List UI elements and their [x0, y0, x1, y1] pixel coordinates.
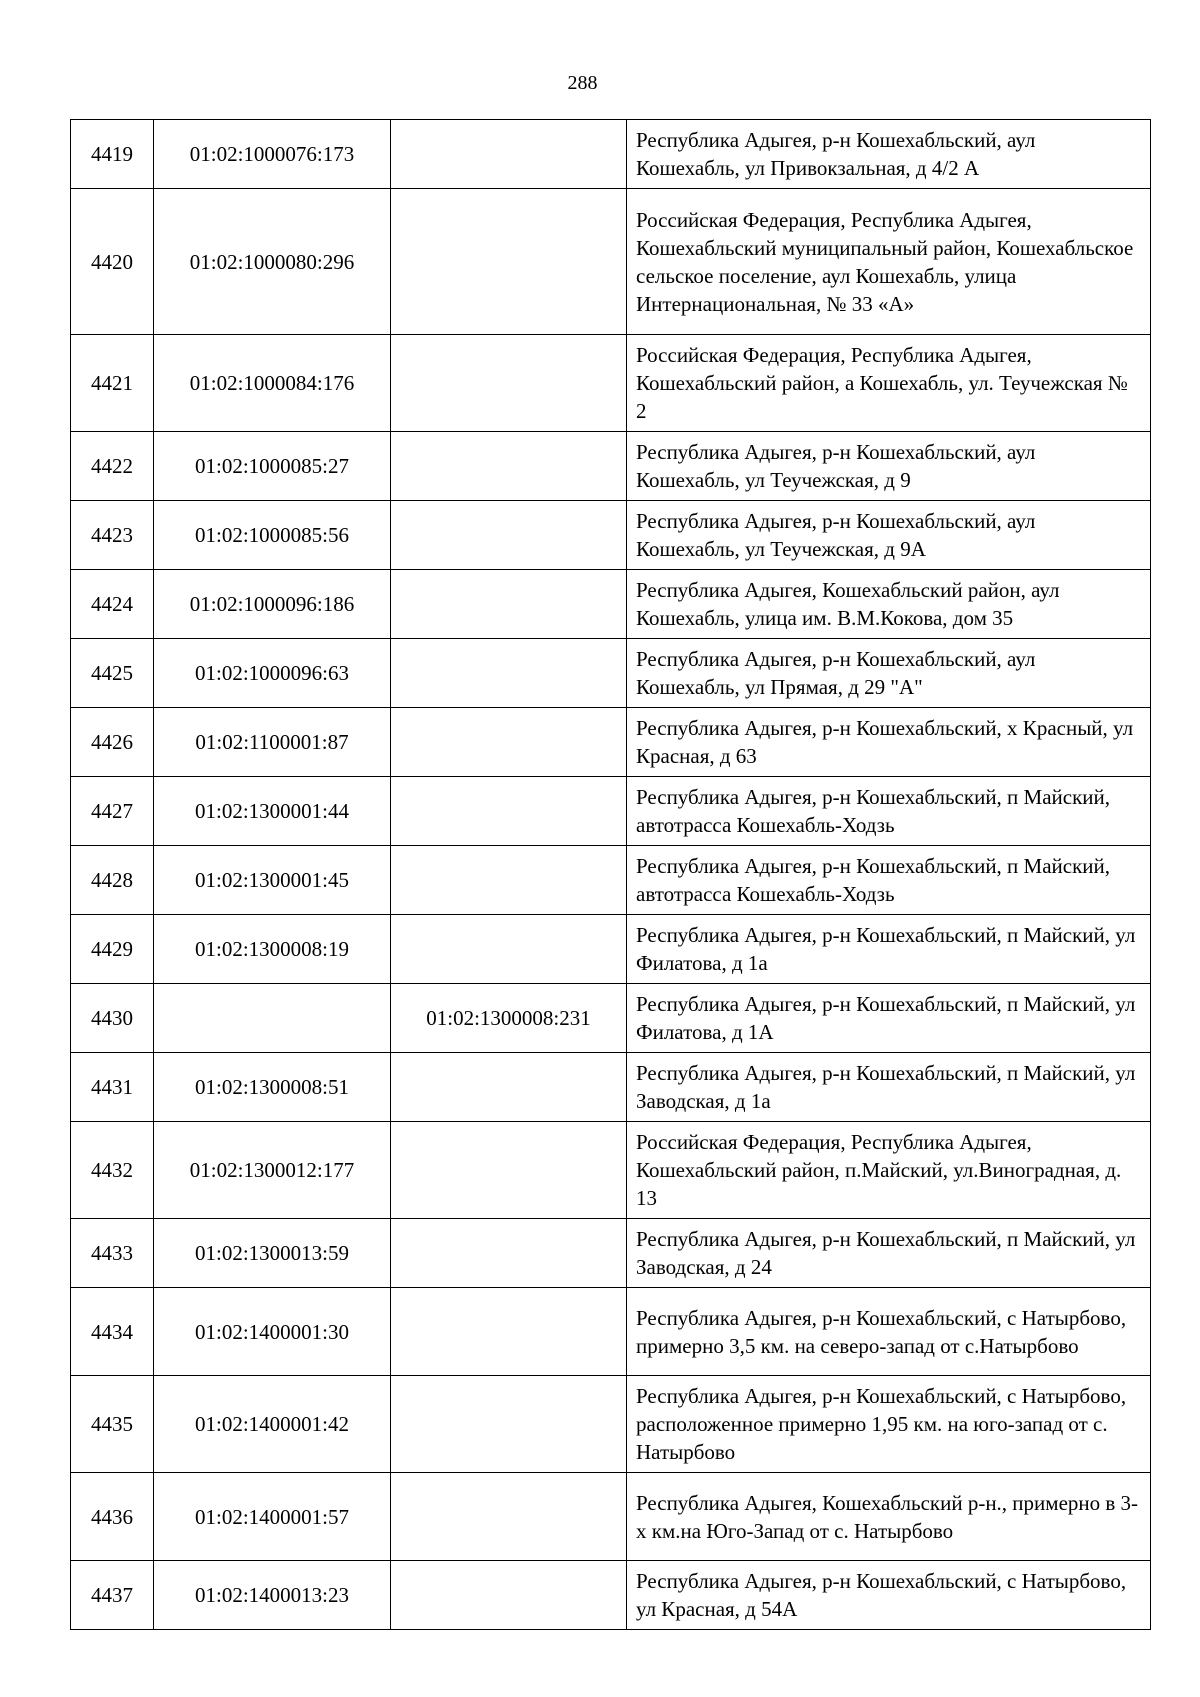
cadastral-number-cell: 01:02:1300001:45 — [154, 846, 391, 915]
cadastral-number-cell: 01:02:1000085:56 — [154, 501, 391, 570]
row-number-cell: 4422 — [71, 432, 154, 501]
table-row — [71, 1561, 1151, 1630]
row-number-cell: 4420 — [71, 189, 154, 335]
linked-cadastral-number-cell — [391, 846, 627, 915]
cadastral-number-cell: 01:02:1100001:87 — [154, 708, 391, 777]
row-number-cell: 4425 — [71, 639, 154, 708]
table-row — [71, 1288, 1151, 1376]
linked-cadastral-number-cell — [391, 1219, 627, 1288]
address-cell: Республика Адыгея, р-н Кошехабльский, аул Кошехабль, ул Теучежская, д 9А — [627, 501, 1151, 570]
linked-cadastral-number-cell — [391, 1561, 627, 1630]
address-cell: Республика Адыгея, р-н Кошехабльский, аул Кошехабль, ул Прямая, д 29 "А" — [627, 639, 1151, 708]
address-cell: Республика Адыгея, р-н Кошехабльский, п Майский, ул Заводская, д 24 — [627, 1219, 1151, 1288]
cadastral-number-cell: 01:02:1000085:27 — [154, 432, 391, 501]
row-number-cell: 4436 — [71, 1473, 154, 1561]
linked-cadastral-number-cell — [391, 1122, 627, 1219]
table-row — [71, 120, 1151, 189]
linked-cadastral-number-cell — [391, 777, 627, 846]
linked-cadastral-number-cell — [391, 120, 627, 189]
address-cell: Республика Адыгея, Кошехабльский р-н., примерно в 3-х км.на Юго-Запад от с. Натырбово — [627, 1473, 1151, 1561]
row-number-cell: 4423 — [71, 501, 154, 570]
linked-cadastral-number-cell — [391, 1473, 627, 1561]
cadastral-number-cell — [154, 984, 391, 1053]
row-number-cell: 4432 — [71, 1122, 154, 1219]
table-row — [71, 432, 1151, 501]
cadastral-number-cell: 01:02:1300012:177 — [154, 1122, 391, 1219]
table-row — [71, 1473, 1151, 1561]
table-row — [71, 846, 1151, 915]
row-number-cell: 4424 — [71, 570, 154, 639]
address-cell: Российская Федерация, Республика Адыгея, Кошехабльский муниципальный район, Кошехабльское сельское поселение, аул Кошехабль, улица Интернациональная, № 33 «А» — [627, 189, 1151, 335]
row-number-cell: 4431 — [71, 1053, 154, 1122]
linked-cadastral-number-cell — [391, 432, 627, 501]
table-row — [71, 1219, 1151, 1288]
linked-cadastral-number-cell — [391, 570, 627, 639]
address-cell: Республика Адыгея, р-н Кошехабльский, с Натырбово, расположенное примерно 1,95 км. на юго-запад от с. Натырбово — [627, 1376, 1151, 1473]
linked-cadastral-number-cell — [391, 1376, 627, 1473]
address-cell: Республика Адыгея, Кошехабльский район, аул Кошехабль, улица им. В.М.Кокова, дом 35 — [627, 570, 1151, 639]
table-row — [71, 639, 1151, 708]
cadastral-number-cell: 01:02:1000096:186 — [154, 570, 391, 639]
cadastral-number-cell: 01:02:1400001:30 — [154, 1288, 391, 1376]
cadastral-number-cell: 01:02:1300001:44 — [154, 777, 391, 846]
address-cell: Республика Адыгея, р-н Кошехабльский, п Майский, ул Филатова, д 1А — [627, 984, 1151, 1053]
table-row — [71, 915, 1151, 984]
linked-cadastral-number-cell — [391, 1053, 627, 1122]
cadastral-number-cell: 01:02:1400001:42 — [154, 1376, 391, 1473]
table-row — [71, 708, 1151, 777]
address-cell: Республика Адыгея, р-н Кошехабльский, п Майский, ул Филатова, д 1а — [627, 915, 1151, 984]
linked-cadastral-number-cell — [391, 501, 627, 570]
table-row — [71, 189, 1151, 335]
cadastral-number-cell: 01:02:1300013:59 — [154, 1219, 391, 1288]
row-number-cell: 4421 — [71, 335, 154, 432]
table-row — [71, 1122, 1151, 1219]
linked-cadastral-number-cell — [391, 335, 627, 432]
linked-cadastral-number-cell — [391, 189, 627, 335]
cadastral-number-cell: 01:02:1300008:51 — [154, 1053, 391, 1122]
cadastral-number-cell: 01:02:1400013:23 — [154, 1561, 391, 1630]
row-number-cell: 4426 — [71, 708, 154, 777]
linked-cadastral-number-cell — [391, 639, 627, 708]
cadastral-number-cell: 01:02:1000076:173 — [154, 120, 391, 189]
row-number-cell: 4435 — [71, 1376, 154, 1473]
address-cell: Республика Адыгея, р-н Кошехабльский, х Красный, ул Красная, д 63 — [627, 708, 1151, 777]
row-number-cell: 4427 — [71, 777, 154, 846]
cadastral-number-cell: 01:02:1000080:296 — [154, 189, 391, 335]
table-row — [71, 335, 1151, 432]
cadastral-number-cell: 01:02:1000096:63 — [154, 639, 391, 708]
table-row — [71, 570, 1151, 639]
table-row — [71, 1053, 1151, 1122]
registry-table-body — [71, 120, 1151, 1630]
row-number-cell: 4437 — [71, 1561, 154, 1630]
row-number-cell: 4430 — [71, 984, 154, 1053]
row-number-cell: 4419 — [71, 120, 154, 189]
page-number: 288 — [567, 72, 598, 94]
address-cell: Российская Федерация, Республика Адыгея, Кошехабльский район, а Кошехабль, ул. Теучежская № 2 — [627, 335, 1151, 432]
linked-cadastral-number-cell: 01:02:1300008:231 — [391, 984, 627, 1053]
address-cell: Российская Федерация, Республика Адыгея, Кошехабльский район, п.Майский, ул.Виноградная, д. 13 — [627, 1122, 1151, 1219]
cadastral-number-cell: 01:02:1400001:57 — [154, 1473, 391, 1561]
address-cell: Республика Адыгея, р-н Кошехабльский, п Майский, ул Заводская, д 1а — [627, 1053, 1151, 1122]
address-cell: Республика Адыгея, р-н Кошехабльский, с Натырбово, примерно 3,5 км. на северо-запад от с.Натырбово — [627, 1288, 1151, 1376]
linked-cadastral-number-cell — [391, 1288, 627, 1376]
address-cell: Республика Адыгея, р-н Кошехабльский, п Майский, автотрасса Кошехабль-Ходзь — [627, 846, 1151, 915]
table-row — [71, 777, 1151, 846]
address-cell: Республика Адыгея, р-н Кошехабльский, с Натырбово, ул Красная, д 54А — [627, 1561, 1151, 1630]
address-cell: Республика Адыгея, р-н Кошехабльский, аул Кошехабль, ул Привокзальная, д 4/2 А — [627, 120, 1151, 189]
linked-cadastral-number-cell — [391, 915, 627, 984]
address-cell: Республика Адыгея, р-н Кошехабльский, аул Кошехабль, ул Теучежская, д 9 — [627, 432, 1151, 501]
table-row — [71, 501, 1151, 570]
registry-table — [70, 119, 1151, 1630]
table-row — [71, 984, 1151, 1053]
linked-cadastral-number-cell — [391, 708, 627, 777]
row-number-cell: 4429 — [71, 915, 154, 984]
row-number-cell: 4428 — [71, 846, 154, 915]
row-number-cell: 4433 — [71, 1219, 154, 1288]
row-number-cell: 4434 — [71, 1288, 154, 1376]
address-cell: Республика Адыгея, р-н Кошехабльский, п Майский, автотрасса Кошехабль-Ходзь — [627, 777, 1151, 846]
table-row — [71, 1376, 1151, 1473]
cadastral-number-cell: 01:02:1000084:176 — [154, 335, 391, 432]
cadastral-number-cell: 01:02:1300008:19 — [154, 915, 391, 984]
